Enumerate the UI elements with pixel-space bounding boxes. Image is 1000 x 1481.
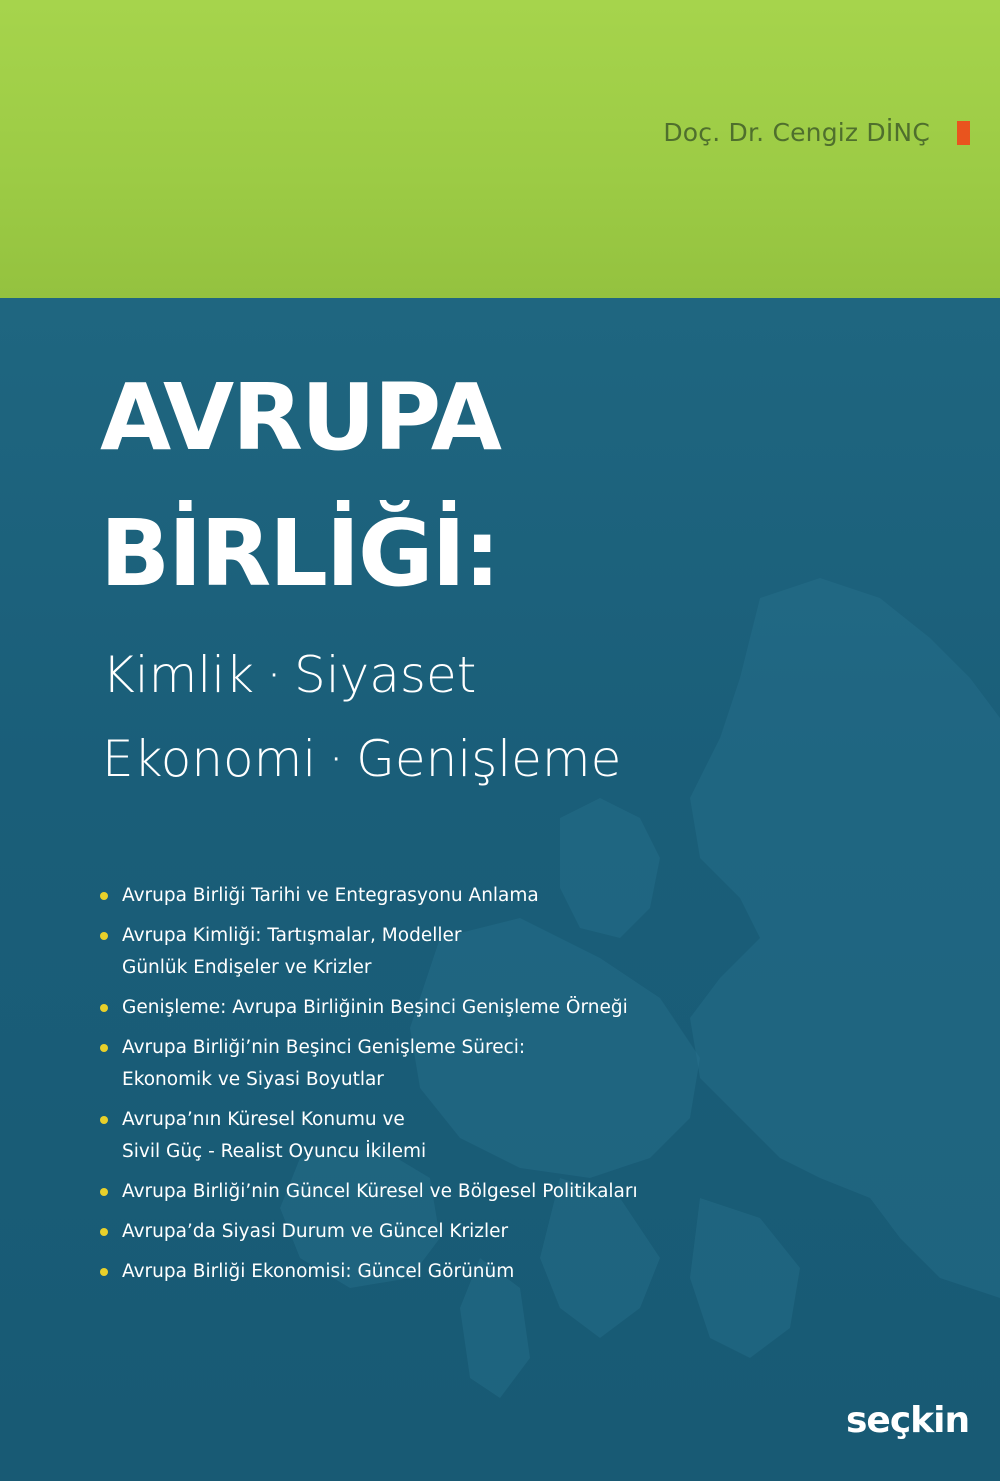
title-line-1: AVRUPA: [100, 364, 500, 471]
subtitle-line-2: [102, 730, 622, 788]
list-item: Avrupa Birliği’nin Güncel Küresel ve Bölgesel Politikaları: [100, 1176, 638, 1208]
list-item: Avrupa Birliği Ekonomisi: Güncel Görünüm: [100, 1256, 638, 1288]
bullet-dot-icon: [100, 1228, 108, 1236]
subtitle-ekonomi: Ekonomi: [102, 730, 317, 788]
top-green-band: [0, 0, 1000, 298]
subtitle-siyaset: Siyaset: [294, 646, 477, 704]
bullet-dot-icon: [100, 1116, 108, 1124]
subtitle-separator: ·: [266, 646, 283, 704]
author-name: Doç. Dr. Cengiz DİNÇ: [663, 118, 930, 147]
author-marker-icon: [957, 121, 970, 145]
list-item: Avrupa Kimliği: Tartışmalar, Modeller Günlük Endişeler ve Krizler: [100, 920, 638, 984]
bullet-dot-icon: [100, 1004, 108, 1012]
subtitle-genisleme: Genişleme: [356, 730, 622, 788]
subtitle-kimlik: Kimlik: [102, 646, 255, 704]
list-item: Avrupa Birliği’nin Beşinci Genişleme Süreci: Ekonomik ve Siyasi Boyutlar: [100, 1032, 638, 1096]
subtitle-separator: ·: [328, 730, 345, 788]
list-item: Avrupa’da Siyasi Durum ve Güncel Krizler: [100, 1216, 638, 1248]
list-item: Avrupa Birliği Tarihi ve Entegrasyonu Anlama: [100, 880, 638, 912]
bullet-dot-icon: [100, 892, 108, 900]
bullet-dot-icon: [100, 1268, 108, 1276]
bullet-dot-icon: [100, 1044, 108, 1052]
list-item: Genişleme: Avrupa Birliğinin Beşinci Genişleme Örneği: [100, 992, 638, 1024]
bullet-dot-icon: [100, 1188, 108, 1196]
list-item: Avrupa’nın Küresel Konumu ve Sivil Güç - Realist Oyuncu İkilemi: [100, 1104, 638, 1168]
topics-list: [100, 880, 638, 1296]
bullet-dot-icon: [100, 932, 108, 940]
publisher-logo: seçkin: [846, 1400, 970, 1441]
title-line-2: BİRLİĞİ:: [100, 500, 499, 607]
subtitle-line-1: [102, 646, 477, 704]
